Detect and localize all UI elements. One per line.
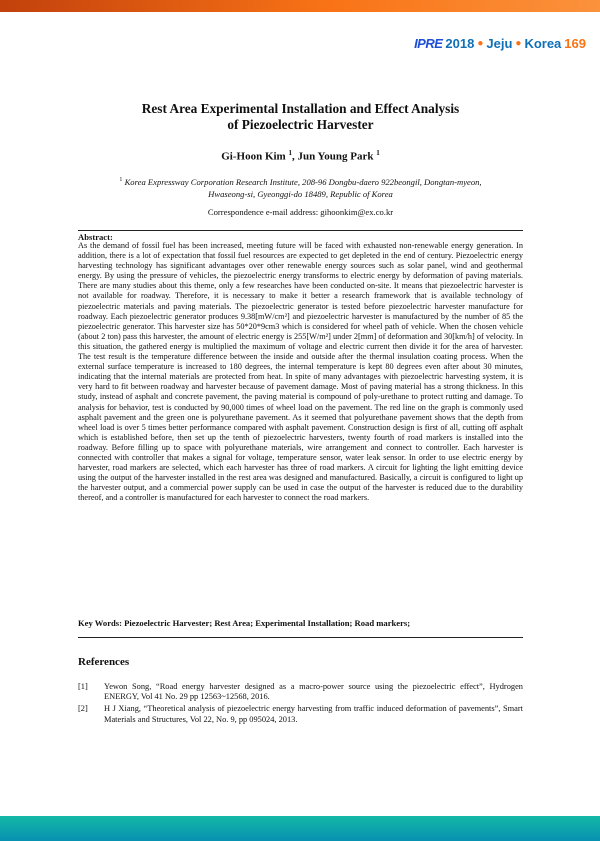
conference-country: Korea <box>524 35 562 51</box>
abstract-text: As the demand of fossil fuel has been increased, meeting future will be faced with exhausted non-renewable energy generation. In addition, there is a lot of expectation that fossil fuel resources are expected to get depleted in the end of century. Piezoelectric energy harvesting technology has significant advantages over other renewable energy sources such as solar panel, wind and geothermal energy. By using the pressure of vehicles, the piezoelectric energy transforms to electric energy by deformation of paving materials. There are many studies about this theme, only a few researches have been conducted on-site. It means that piezoelectric harvester is not available for roadway. Therefore, it is necessary to make it better a research framework that is available technology of piezoelectric materials and paving materials. The piezoelectric generator is tested before piezoelectric harvester manufacture for roadway. Each piezoelectric generator produces 9.38[mW/cm²] and piezoelectric harvester is manufactured by the number of 85 the piezoelectric generator. This harvester size has 50*20*9cm3 which is considered for wheel path of vehicle. When the chosen vehicle (about 2 ton) pass this harvester, the amount of electric energy is 255[W/m²] under 2[mm] of deformation and 30[km/h] of velocity. In this situation, the gathered energy is multiplied the maximum of voltage and electric current then divide it for the area of harvester. The test result is the temperature difference between the inside and outside after the thermal insulation coating process. When the external surface temperature is increased to 180 degrees, the internal temperature is kept 80 degrees even after about 30 minutes, indicating that the internal materials are protected from heat. In spite of many advantages with piezoelectric harvesting system, it is very hard to fit between roadway and harvester because of pavement damage. Most of paving material has a strong thickness. In this study, instead of asphalt and concrete pavement, the paving material is compound of poly-urethane to protect rutting and damage. To analysis for behavior, test is conducted by 90,000 times of wheel load on the pavement. The red line on the graph is commonly used asphalt pavement and the green one is polyurethane pavement. As it seemed that polyurethane pavement shows that the depth from wheel load is over 5 times better performance compared with asphalt pavement. Construction design is first of all, cutting off asphalt which is established before, then set up the tenth of piezoelectric harvesters, twenty fourth of road markers is installed into the roadway. Before filling up to space with polyurethane materials, wire arrangement and connect to controller. Each harvester is connected with controller that makes a signal for voltage, temperature sensor, water leak sensor. In order to use electric energy by harvester, road markers are selected, which each harvester has three of road markers. A circuit for lighting the light emitting device using the output of the harvester installed in the rest area was designed and manufactured. Basically, a circuit is configured to light up the harvester output, and a commercial power supply can be used in case the output of the harvester is reduced due to the durability thereof, and a controller is manufactured for each harvester to connect the road markers. <box>78 241 523 503</box>
affiliation-line-1 <box>78 174 523 188</box>
author-list <box>78 146 523 164</box>
bullet-icon: ● <box>515 37 522 49</box>
paper-title <box>78 101 523 133</box>
author-name: Jun Young Park <box>297 150 374 163</box>
title-line-1: Rest Area Experimental Installation and Effect Analysis <box>141 101 460 116</box>
reference-number: [1] <box>78 682 88 691</box>
reference-text: H J Xiang, “Theoretical analysis of piezoelectric energy harvesting from traffic induced deformation of pavements”, Smart Materials and Structures, Vol 22, No. 9, pp 095024, 2013. <box>104 704 523 724</box>
divider <box>78 230 523 231</box>
keywords: Key Words: Piezoelectric Harvester; Rest Area; Experimental Installation; Road markers; <box>78 618 411 628</box>
reference-text: Yewon Song, “Road energy harvester designed as a macro-power source using the piezoelectric effect”, Hydrogen ENERGY, Vol 41 No. 29 pp 12563~12568, 2016. <box>104 682 523 702</box>
conference-city: Jeju <box>486 35 513 51</box>
bullet-icon: ● <box>477 37 484 49</box>
correspondence <box>78 206 523 218</box>
bottom-accent-bar <box>0 816 600 841</box>
email-address[interactable]: gihoonkim@ex.co.kr <box>320 207 394 217</box>
author-name: Gi-Hoon Kim <box>221 150 286 163</box>
reference-list <box>78 682 523 727</box>
top-accent-bar <box>0 0 600 12</box>
conference-year: 2018 <box>445 35 475 51</box>
reference-item <box>78 704 523 724</box>
reference-item <box>78 682 523 702</box>
email-label: Correspondence e-mail address: <box>207 207 319 217</box>
conference-badge <box>414 34 586 52</box>
title-line-2: of Piezoelectric Harvester <box>227 117 374 132</box>
affiliation-text: Korea Expressway Corporation Research Institute, 208-96 Dongbu-daero 922beongil, Dongtan-myeon, <box>124 176 482 187</box>
affiliation-mark: 1 <box>288 149 292 157</box>
affiliation-mark: 1 <box>119 177 123 183</box>
reference-number: [2] <box>78 704 88 714</box>
references-heading: References <box>78 656 130 668</box>
author-separator: , <box>291 150 298 163</box>
abstract-heading: Abstract: <box>78 232 113 242</box>
conference-logo: IPRE <box>414 35 443 51</box>
affiliation-mark: 1 <box>376 149 380 157</box>
divider <box>78 637 523 638</box>
affiliation <box>78 174 523 200</box>
affiliation-line-2: Hwaseong-si, Gyeonggi-do 18489, Republic of Korea <box>208 188 393 199</box>
page-number: 169 <box>564 35 586 51</box>
